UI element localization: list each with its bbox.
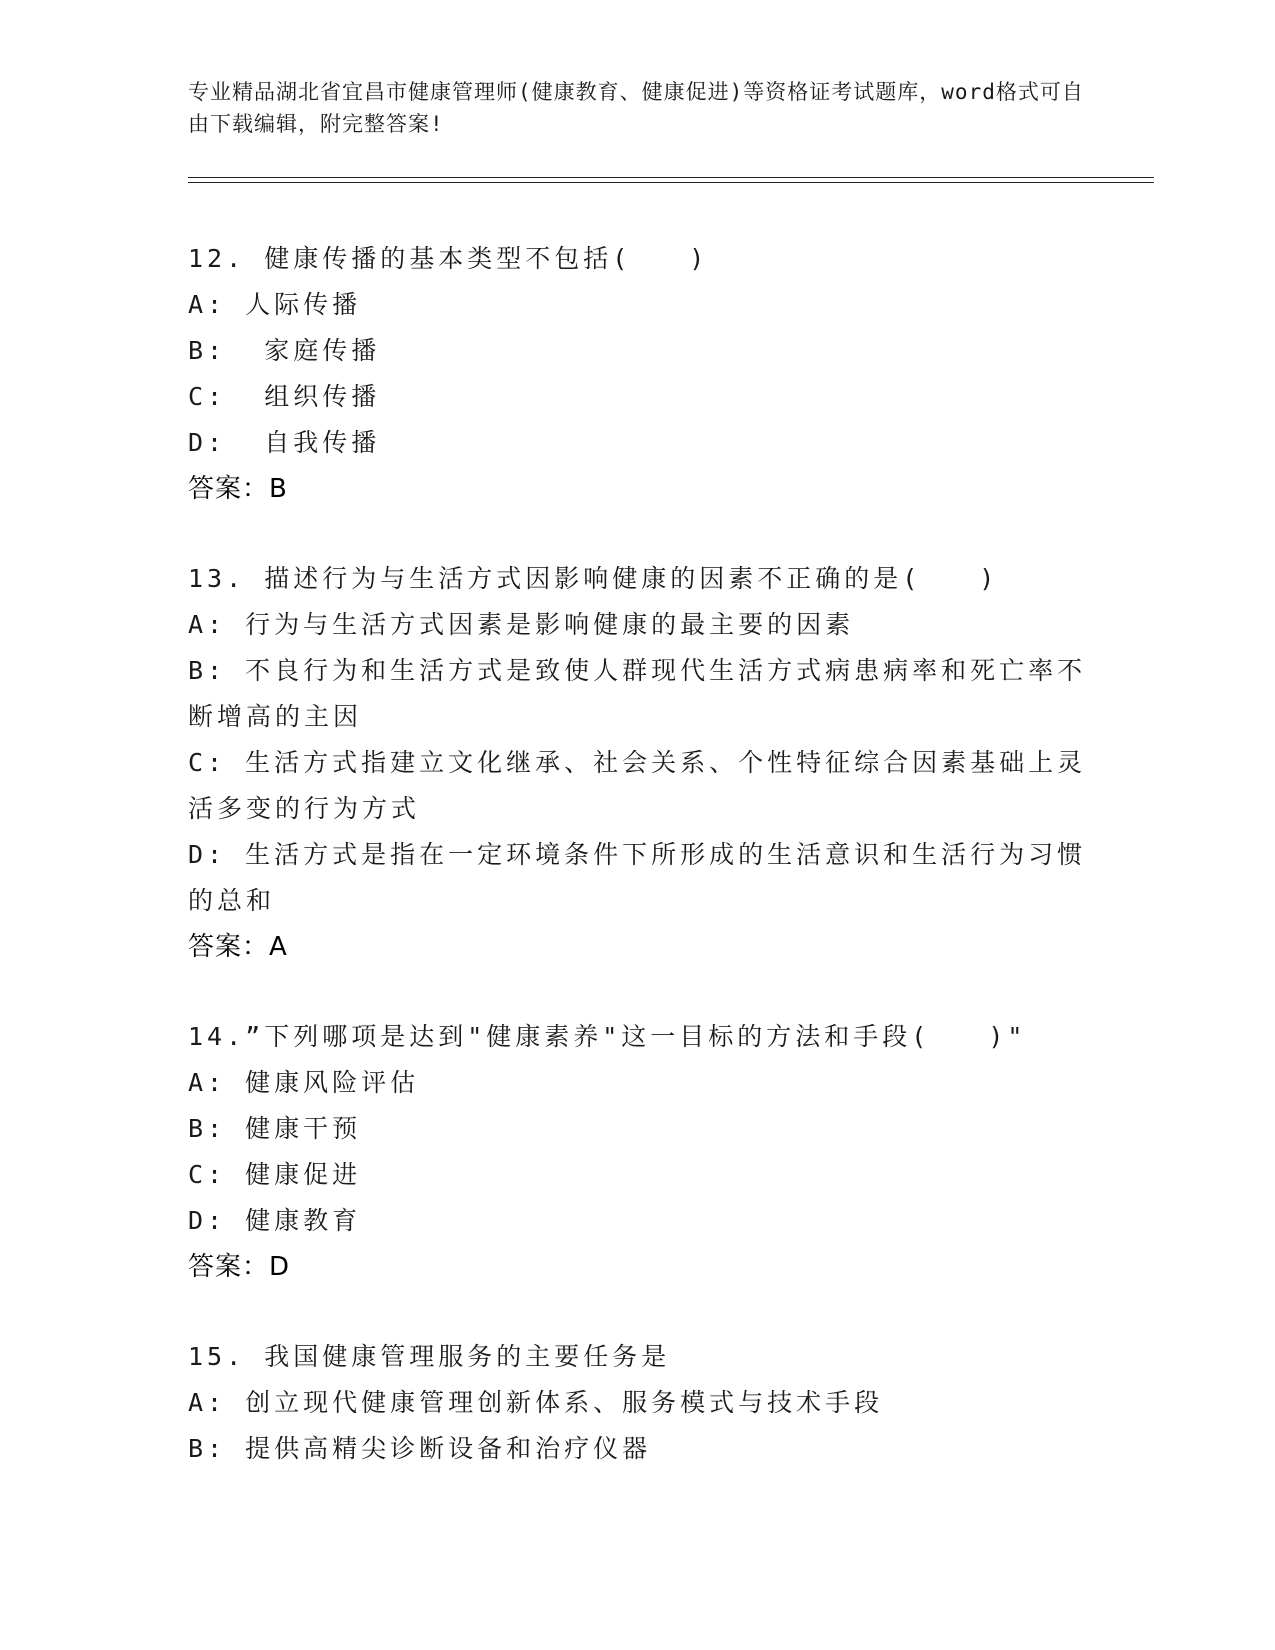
answer-line: 答案：A (188, 932, 288, 962)
question-stem: 13. 描述行为与生活方式因影响健康的因素不正确的是( ) (188, 564, 999, 593)
question-13 (188, 556, 1088, 970)
document-header: 专业精品湖北省宜昌市健康管理师(健康教育、健康促进)等资格证考试题库，word格式可自由下载编辑，附完整答案! (188, 80, 1084, 136)
option-c: C: 组织传播 (188, 382, 381, 411)
question-stem: 12. 健康传播的基本类型不包括( ) (188, 244, 709, 273)
header-rule-bottom (188, 182, 1154, 183)
question-12 (188, 236, 1088, 512)
answer-line: 答案：B (188, 474, 288, 504)
option-d: D: 健康教育 (188, 1206, 362, 1235)
question-stem: 15. 我国健康管理服务的主要任务是 (188, 1342, 671, 1371)
option-a: A: 健康风险评估 (188, 1068, 420, 1097)
question-list (188, 236, 1088, 1516)
option-d: D: 自我传播 (188, 428, 381, 457)
option-c: C: 健康促进 (188, 1160, 362, 1189)
option-d: D: 生活方式是指在一定环境条件下所形成的生活意识和生活行为习惯的总和 (188, 840, 1087, 915)
option-b: B: 健康干预 (188, 1114, 362, 1143)
option-a: A: 人际传播 (188, 290, 362, 319)
question-stem: 14.”下列哪项是达到"健康素养"这一目标的方法和手段( )" (188, 1022, 1027, 1051)
question-14 (188, 1014, 1088, 1290)
answer-line: 答案：D (188, 1252, 291, 1282)
option-b: B: 提供高精尖诊断设备和治疗仪器 (188, 1434, 652, 1463)
option-b: B: 家庭传播 (188, 336, 381, 365)
option-b: B: 不良行为和生活方式是致使人群现代生活方式病患病率和死亡率不断增高的主因 (188, 656, 1087, 731)
option-a: A: 创立现代健康管理创新体系、服务模式与技术手段 (188, 1388, 884, 1417)
header-rule-top (188, 177, 1154, 178)
option-a: A: 行为与生活方式因素是影响健康的最主要的因素 (188, 610, 855, 639)
question-15 (188, 1334, 1088, 1472)
option-c: C: 生活方式指建立文化继承、社会关系、个性特征综合因素基础上灵活多变的行为方式 (188, 748, 1087, 823)
